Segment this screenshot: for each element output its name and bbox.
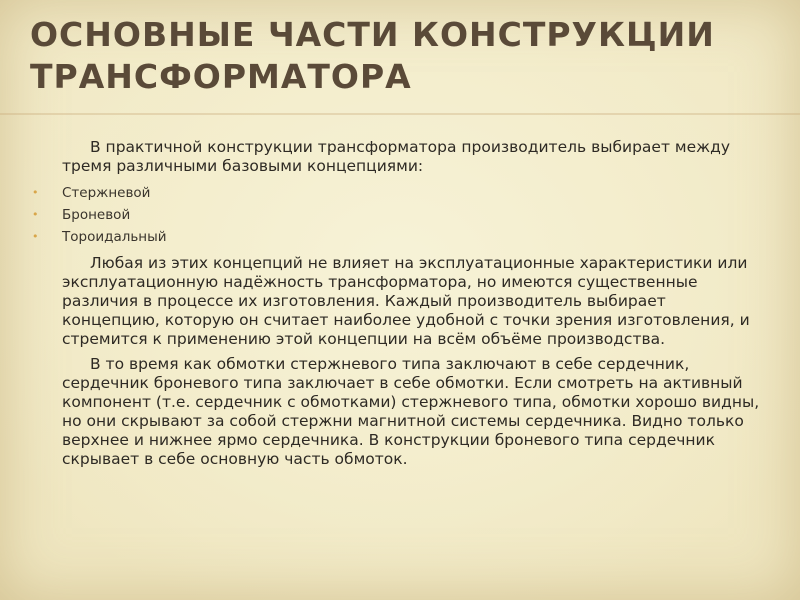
intro-paragraph: В практичной конструкции трансформатора производитель выбирает между тремя различными базовыми концепциями: — [62, 138, 730, 175]
list-item — [30, 182, 760, 204]
slide-content — [30, 138, 760, 469]
list-item-label: Броневой — [62, 207, 131, 223]
body-paragraph-2: В то время как обмотки стержневого типа заключают в себе сердечник, сердечник броневого типа заключает в себе обмотки. Если смотреть на активный компонент (т.е. сердечник с обмотками) стержневого типа, обмотки хорошо видны, но они скрывают за собой стержни магнитной системы сердечника. Видно только верхнее и нижнее ярмо сердечника. В конструкции броневого типа сердечник скрывает в себе основную часть обмоток. — [62, 355, 760, 468]
concept-list — [30, 182, 760, 248]
list-item — [30, 226, 760, 248]
bullet-icon: • — [32, 208, 39, 221]
title-divider — [0, 113, 800, 115]
bullet-icon: • — [32, 186, 39, 199]
list-item — [30, 204, 760, 226]
list-item-label: Тороидальный — [62, 229, 167, 245]
list-item-label: Стержневой — [62, 185, 151, 201]
bullet-icon: • — [32, 230, 39, 243]
slide-title: ОСНОВНЫЕ ЧАСТИ КОНСТРУКЦИИ ТРАНСФОРМАТОРА — [30, 15, 715, 96]
body-paragraph-1: Любая из этих концепций не влияет на эксплуатационные характеристики или эксплуатационную надёжность трансформатора, но имеются существенные различия в процессе их изготовления. Каждый производитель выбирает концепцию, которую он считает наиболее удобной с точки зрения изготовления, и стремится к применению этой концепции на всём объёме производства. — [62, 254, 750, 348]
